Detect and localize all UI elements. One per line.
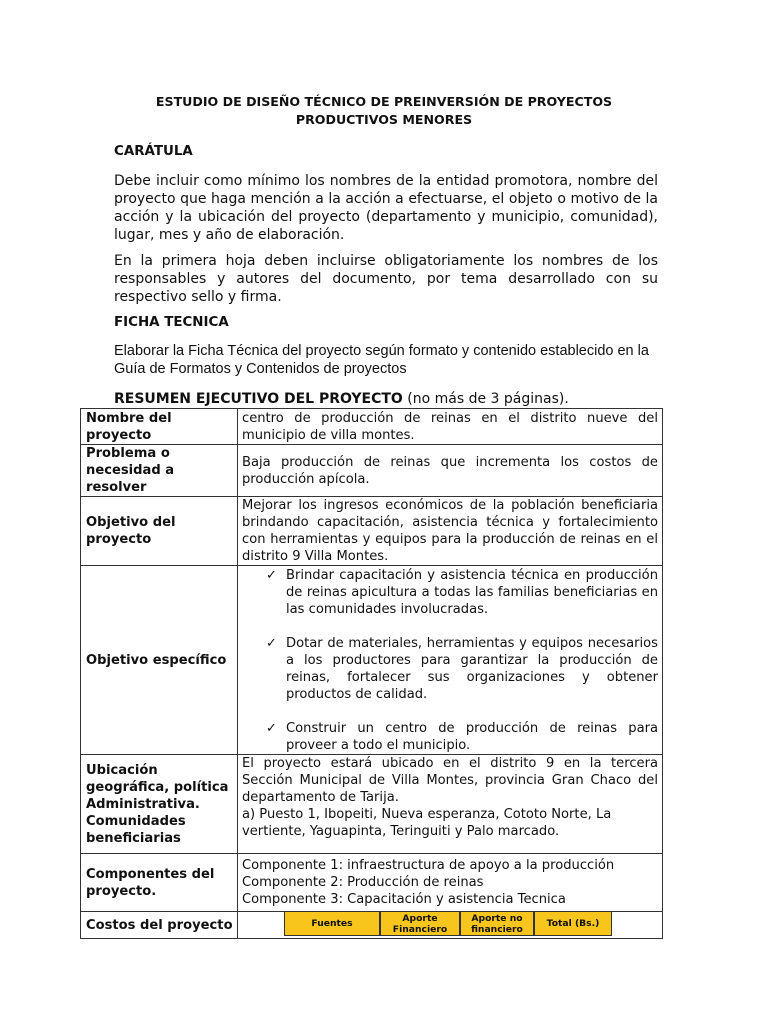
- ubicacion-text-1: El proyecto estará ubicado en el distrito 9 en la tercera Sección Municipal de Villa Montes, provincia Gran Chaco del departamento de Tarija.: [242, 756, 658, 805]
- costos-label: Costos del proyecto: [81, 912, 238, 939]
- title-line-1: ESTUDIO DE DISEÑO TÉCNICO DE PREINVERSIÓN DE PROYECTOS: [155, 94, 613, 109]
- especifico-item-2: Dotar de materiales, herramientas y equipos necesarios a los productores para garantizar la producción de reinas, fortalecer sus organizaciones y obtener productos de calidad.: [286, 635, 658, 702]
- table-row: [81, 497, 663, 566]
- ubicacion-label: Ubicación geográfica, política Administrativa. Comunidades beneficiarias: [81, 755, 238, 854]
- table-row: [81, 409, 663, 445]
- table-row: [81, 566, 663, 755]
- componentes-value: [238, 854, 663, 912]
- componente-2: Componente 2: Producción de reinas: [242, 875, 484, 890]
- ficha-paragraph: Elaborar la Ficha Técnica del proyecto según formato y contenido establecido en la Guía de Formatos y Contenidos de proyectos: [114, 343, 649, 377]
- caratula-paragraph-2: En la primera hoja deben incluirse obligatoriamente los nombres de los responsables y autores del documento, por tema desarrollado con su respectivo sello y firma.: [114, 253, 658, 305]
- resumen-note: (no más de 3 páginas).: [407, 391, 569, 407]
- costos-header-aporte-financiero: Aporte Financiero: [380, 912, 460, 936]
- ubicacion-value: [238, 755, 663, 854]
- resumen-heading: RESUMEN EJECUTIVO DEL PROYECTO: [114, 391, 403, 407]
- table-row: [81, 912, 663, 939]
- checkmark-icon: ✓: [266, 567, 277, 583]
- title-line-2: PRODUCTIVOS MENORES: [295, 112, 473, 127]
- ficha-heading: FICHA TECNICA: [114, 315, 229, 330]
- list-item: [242, 567, 658, 618]
- checkmark-icon: ✓: [266, 720, 277, 736]
- objetivo-label: Objetivo del proyecto: [81, 497, 238, 566]
- componente-3: Componente 3: Capacitación y asistencia Tecnica: [242, 892, 566, 907]
- objetivo-value: Mejorar los ingresos económicos de la población beneficiaria brindando capacitación, asistencia técnica y fortalecimiento con herramientas y equipos para la producción de reinas en el distrito 9 Villa Montes.: [238, 497, 663, 566]
- especifico-item-1: Brindar capacitación y asistencia técnica en producción de reinas apicultura a todas las familias beneficiarias en las comunidades involucradas.: [286, 567, 658, 617]
- resumen-heading-line: [114, 390, 569, 408]
- nombre-value: centro de producción de reinas en el distrito nueve del municipio de villa montes.: [238, 409, 663, 445]
- document-title: [80, 93, 688, 129]
- problema-label: Problema o necesidad a resolver: [81, 445, 238, 497]
- caratula-heading: CARÁTULA: [114, 144, 193, 159]
- problema-value: Baja producción de reinas que incrementa los costos de producción apícola.: [238, 445, 663, 497]
- table-row: [81, 854, 663, 912]
- ubicacion-text-2: a) Puesto 1, Ibopeiti, Nueva esperanza, Cototo Norte, La vertiente, Yaguapinta, Teringuiti y Palo marcado.: [242, 807, 612, 839]
- especifico-label: Objetivo específico: [81, 566, 238, 755]
- costos-header-row: [284, 912, 662, 936]
- list-item: [242, 635, 658, 703]
- costos-value: [238, 912, 663, 939]
- componentes-label: Componentes del proyecto.: [81, 854, 238, 912]
- summary-table: [80, 408, 663, 939]
- list-item: [242, 720, 658, 754]
- checkmark-icon: ✓: [266, 635, 277, 651]
- especifico-item-3: Construir un centro de producción de reinas para proveer a todo el municipio.: [286, 720, 658, 753]
- especifico-list: [242, 567, 658, 754]
- especifico-value: [238, 566, 663, 755]
- costos-header-total: Total (Bs.): [534, 912, 612, 936]
- caratula-paragraph-1: Debe incluir como mínimo los nombres de la entidad promotora, nombre del proyecto que haga mención a la acción a efectuarse, el objeto o motivo de la acción y la ubicación del proyecto (departamento y municipio, comunidad), lugar, mes y año de elaboración.: [114, 173, 658, 243]
- table-row: [81, 755, 663, 854]
- costos-header-aporte-no-financiero: Aporte no financiero: [460, 912, 534, 936]
- componente-1: Componente 1: infraestructura de apoyo a la producción: [242, 858, 615, 873]
- costos-header-fuentes: Fuentes: [284, 912, 380, 936]
- table-row: [81, 445, 663, 497]
- nombre-label: Nombre del proyecto: [81, 409, 238, 445]
